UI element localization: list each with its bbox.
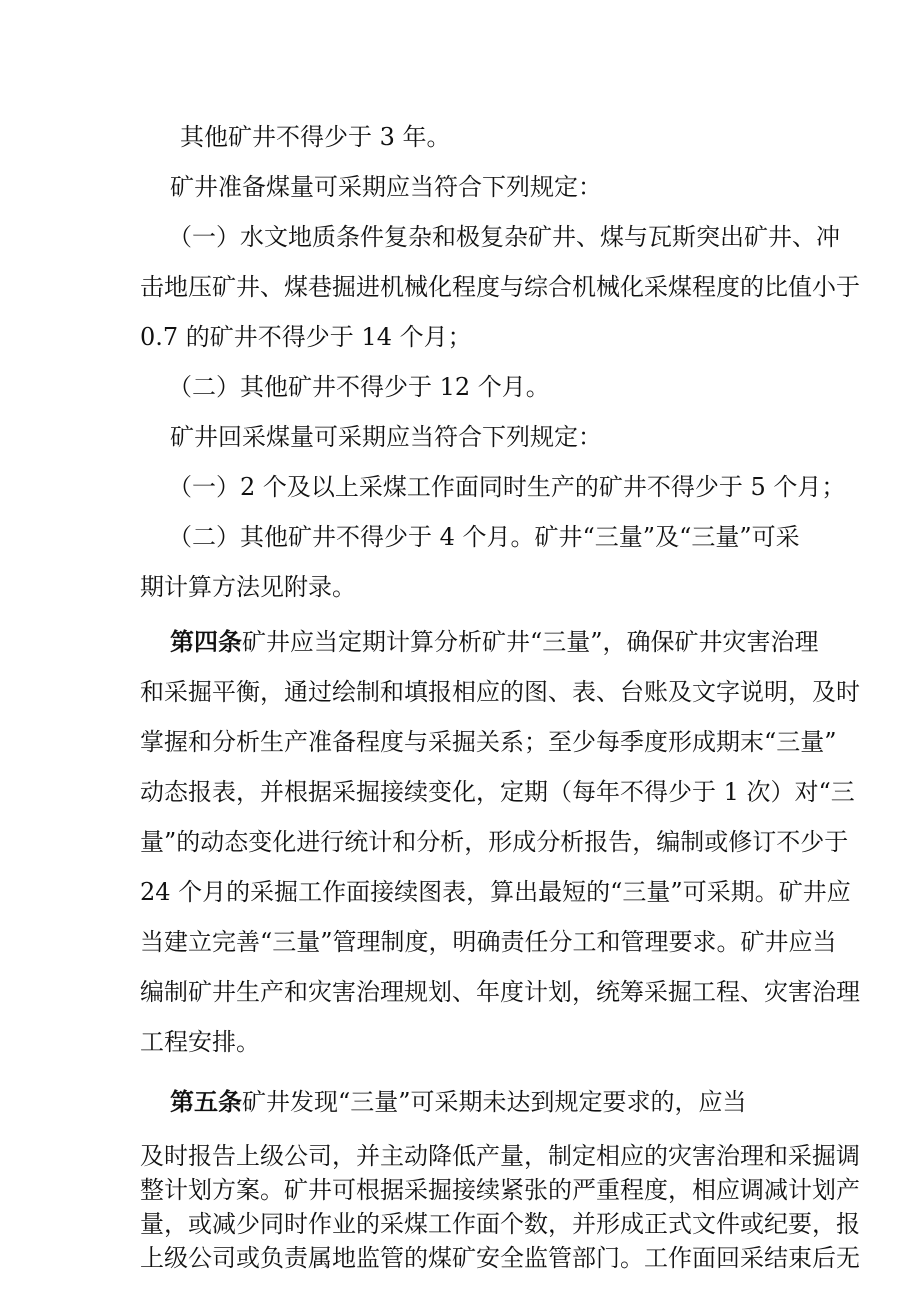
paragraph-line: 期计算方法见附录。 [140,573,356,601]
paragraph-line: 动态报表，并根据采掘接续变化，定期（每年不得少于 1 次）对“三 [140,778,855,806]
paragraph-line: 0.7 的矿井不得少于 14 个月； [140,323,472,351]
paragraph-line: 量”的动态变化进行统计和分析，形成分析报告，编制或修订不少于 [140,828,849,856]
article5-heading: 第五条 [170,1087,242,1116]
paragraph-line: 上级公司或负责属地监管的煤矿安全监管部门。工作面回采结束后无 [140,1244,860,1272]
article4-first-text: 矿井应当定期计算分析矿井“三量”，确保矿井灾害治理 [242,628,819,656]
paragraph-line: （一）水文地质条件复杂和极复杂矿井、煤与瓦斯突出矿井、冲 [168,223,840,251]
paragraph-line: 矿井准备煤量可采期应当符合下列规定： [170,173,602,201]
paragraph-line: 及时报告上级公司，并主动降低产量，制定相应的灾害治理和采掘调 [140,1142,860,1170]
article4-heading: 第四条 [170,627,242,656]
paragraph-line: 24 个月的采掘工作面接续图表，算出最短的“三量”可采期。矿井应 [140,878,851,906]
paragraph-line: 击地压矿井、煤巷掘进机械化程度与综合机械化采煤程度的比值小于 [140,273,860,301]
paragraph-line: 当建立完善“三量”管理制度，明确责任分工和管理要求。矿井应当 [140,928,837,956]
article5-first-text: 矿井发现“三量”可采期未达到规定要求的，应当 [242,1088,747,1116]
paragraph-line: （一）2 个及以上采煤工作面同时生产的矿井不得少于 5 个月； [168,473,846,501]
paragraph-line: 矿井回采煤量可采期应当符合下列规定： [170,423,602,451]
paragraph-line: 量，或减少同时作业的采煤工作面个数，并形成正式文件或纪要，报 [140,1210,860,1238]
paragraph-line: （二）其他矿井不得少于 12 个月。 [168,373,550,401]
paragraph-line: 掌握和分析生产准备程度与采掘关系；至少每季度形成期末“三量” [140,728,837,756]
paragraph-line: 其他矿井不得少于 3 年。 [180,123,451,151]
paragraph-line: （二）其他矿井不得少于 4 个月。矿井“三量”及“三量”可采 [168,523,800,551]
paragraph-line: 工程安排。 [140,1028,260,1056]
article4-first-line [170,627,819,657]
article5-first-line [170,1087,747,1117]
paragraph-line: 和采掘平衡，通过绘制和填报相应的图、表、台账及文字说明，及时 [140,678,860,706]
paragraph-line: 编制矿井生产和灾害治理规划、年度计划，统筹采掘工程、灾害治理 [140,978,860,1006]
paragraph-line: 整计划方案。矿井可根据采掘接续紧张的严重程度，相应调减计划产 [140,1176,860,1204]
